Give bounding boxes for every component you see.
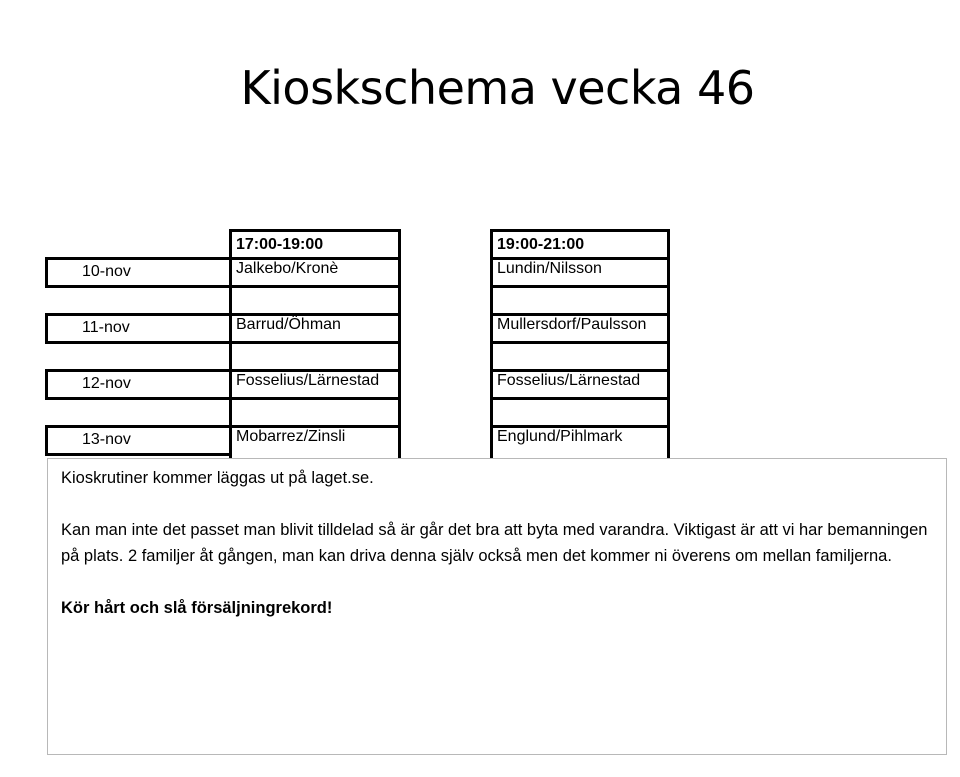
slot2-cell: Mullersdorf/Paulsson (490, 313, 670, 344)
date-cell: 12-nov (45, 369, 232, 400)
spacer-cell (229, 341, 401, 372)
spacer-cell (229, 285, 401, 316)
slot1-cell: Barrud/Öhman (229, 313, 401, 344)
slot2-cell: Englund/Pihlmark (490, 425, 670, 458)
notes-paragraph: Kan man inte det passet man blivit tilldelad så är går det bra att byta med varandra. Viktigast är att vi har bemanningen på plats. 2 familjer åt gången, man kan driva denna själv också men det kommer ni överens om mellan familjerna. (61, 521, 928, 565)
date-cell: 11-nov (45, 313, 232, 344)
notes-line: Kioskrutiner kommer läggas ut på laget.se. (61, 469, 374, 487)
spacer-cell (490, 397, 670, 428)
page-title: Kioskschema vecka 46 (240, 61, 755, 115)
spacer-cell (490, 285, 670, 316)
notes-textbox (47, 458, 947, 755)
spacer-cell (490, 341, 670, 372)
slot1-cell: Jalkebo/Kronè (229, 257, 401, 288)
paragraph-gap (61, 491, 933, 517)
slot2-cell: Lundin/Nilsson (490, 257, 670, 288)
spacer-cell (229, 397, 401, 428)
slot1-header: 17:00-19:00 (229, 229, 401, 260)
slot2-cell: Fosselius/Lärnestad (490, 369, 670, 400)
slot1-cell: Mobarrez/Zinsli (229, 425, 401, 458)
date-cell: 13-nov (45, 425, 232, 456)
closing-line: Kör hårt och slå försäljningrekord! (61, 599, 333, 617)
slot2-header: 19:00-21:00 (490, 229, 670, 260)
paragraph-gap (61, 569, 933, 595)
slot1-cell: Fosselius/Lärnestad (229, 369, 401, 400)
date-cell: 10-nov (45, 257, 232, 288)
